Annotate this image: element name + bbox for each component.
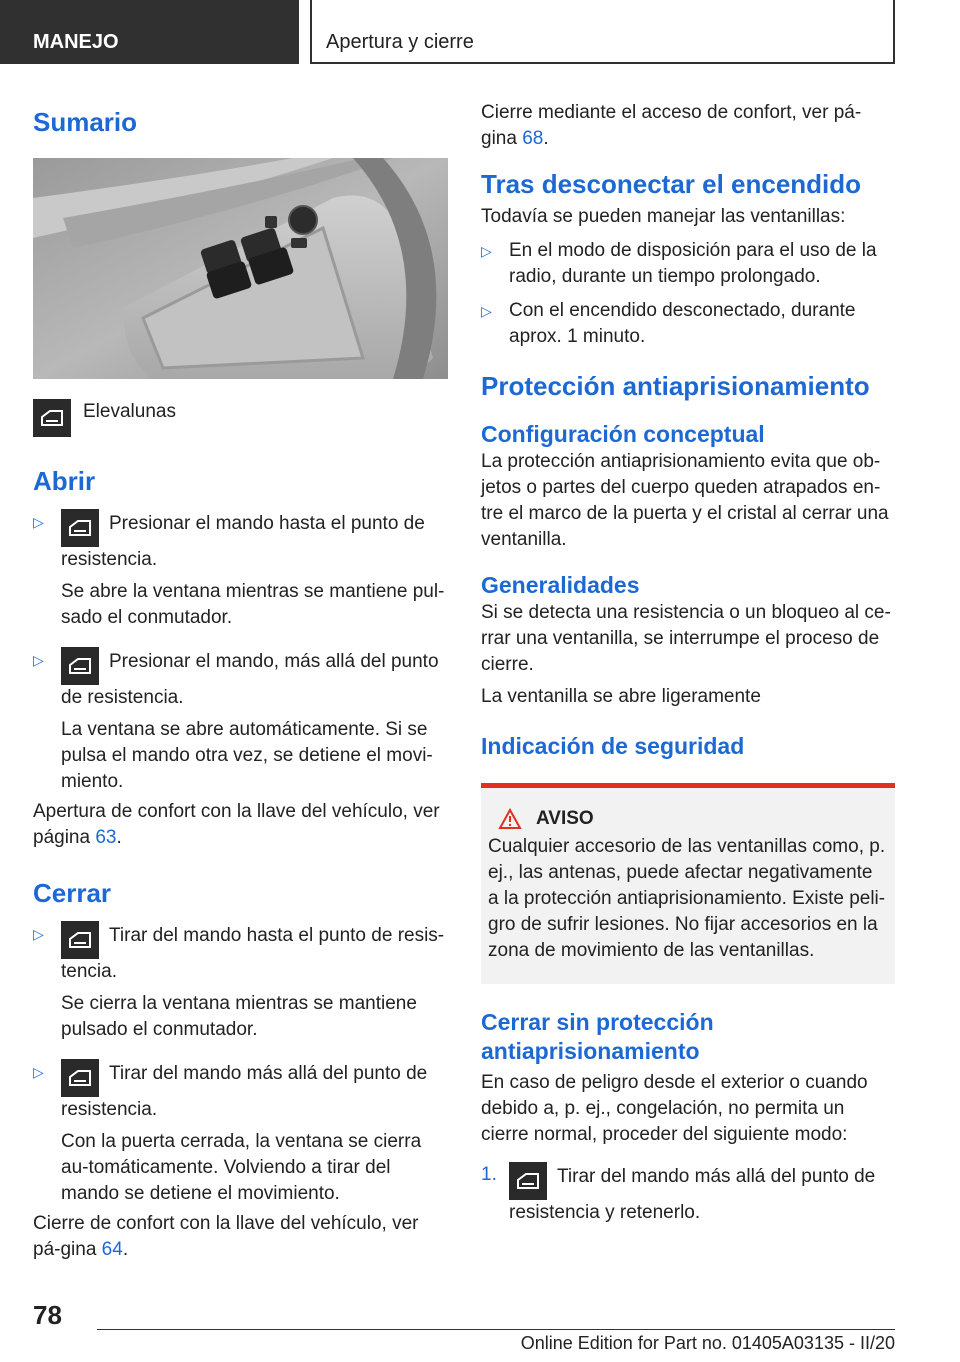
- page-link-68[interactable]: 68: [522, 128, 544, 149]
- bullet-arrow-icon: ▷: [33, 514, 44, 530]
- list-item: [33, 1059, 448, 1207]
- cerrar-item1-sub: Se cierra la ventana mientras se mantiene pulsado el conmutador.: [61, 993, 417, 1040]
- footer-divider: [97, 1329, 895, 1330]
- window-lift-icon: [33, 399, 71, 437]
- cerrar-sin-proteccion-text: En caso de peligro desde el exterior o cuando debido a, p. ej., congelación, no permita un cierre normal, proceder del siguiente modo:: [481, 1072, 868, 1145]
- footer-edition: Online Edition for Part no. 01405A03135 - II/20: [520, 1333, 895, 1353]
- abrir-item2-sub: La ventana se abre automáticamente. Si se pulsa el mando otra vez, se detiene el movi-miento.: [61, 719, 433, 792]
- cerrar-note: [33, 1211, 448, 1263]
- heading-proteccion: Protección antiaprisionamiento: [481, 371, 870, 401]
- window-switch-photo: [33, 158, 448, 379]
- page-number: 78: [33, 1300, 62, 1330]
- list-item: [33, 647, 448, 795]
- heading-generalidades: Generalidades: [481, 572, 640, 598]
- abrir-item1-text: Presionar el mando hasta el punto de resistencia.: [61, 513, 425, 570]
- step-number: 1.: [481, 1164, 497, 1185]
- window-lift-icon: [61, 921, 99, 959]
- heading-configuracion: Configuración conceptual: [481, 421, 765, 447]
- step1-text: Tirar del mando más allá del punto de resistencia y retenerlo.: [509, 1166, 876, 1223]
- cerrar-item1-text: Tirar del mando hasta el punto de resis-tencia.: [61, 925, 445, 982]
- bullet-arrow-icon: ▷: [33, 652, 44, 668]
- page-link-63[interactable]: 63: [95, 827, 117, 848]
- cerrar-note-text: Cierre de confort con la llave del vehículo, ver pá-gina: [33, 1213, 419, 1260]
- tras-text: Todavía se pueden manejar las ventanillas:: [481, 206, 846, 227]
- bullet-arrow-icon: ▷: [481, 303, 492, 319]
- warning-title: AVISO: [536, 808, 594, 829]
- heading-tras-desconectar: Tras desconectar el encendido: [481, 169, 862, 199]
- generalidades-text-2: La ventanilla se abre ligeramente: [481, 686, 761, 707]
- configuracion-text: La protección antiaprisionamiento evita que ob-jetos o partes del cuerpo queden atrapados en-tre el marco de la puerta y el cristal al cerrar una ventanilla.: [481, 451, 889, 550]
- window-lift-icon: [61, 647, 99, 685]
- intro-note: [481, 100, 895, 152]
- heading-cerrar: Cerrar: [33, 878, 112, 908]
- bullet-arrow-icon: ▷: [33, 926, 44, 942]
- abrir-note-text: Apertura de confort con la llave del vehículo, ver página: [33, 801, 440, 848]
- warning-triangle-icon: [498, 808, 522, 830]
- list-item: [33, 509, 448, 631]
- intro-text: Cierre mediante el acceso de confort, ver pá-gina: [481, 102, 862, 149]
- abrir-item2-text: Presionar el mando, más allá del punto de resistencia.: [61, 651, 439, 708]
- header-section: MANEJO: [0, 0, 299, 64]
- abrir-note: [33, 799, 448, 851]
- list-item: [481, 238, 895, 290]
- warning-box: [481, 783, 895, 984]
- window-lift-icon: [61, 509, 99, 547]
- right-column: [481, 100, 895, 1226]
- window-lift-icon: [509, 1162, 547, 1200]
- left-column: [33, 96, 448, 1263]
- cerrar-item2-sub: Con la puerta cerrada, la ventana se cierra au-tomáticamente. Volviendo a tirar del mando se detiene el movimiento.: [61, 1131, 422, 1204]
- tras-item2: Con el encendido desconectado, durante aprox. 1 minuto.: [509, 300, 856, 347]
- cerrar-note-suffix: .: [122, 1239, 129, 1260]
- intro-suffix: .: [543, 128, 549, 149]
- abrir-note-suffix: .: [116, 827, 122, 848]
- warning-text: Cualquier accesorio de las ventanillas como, p. ej., las antenas, puede afectar negativamente a la protección antiaprisionamiento. Existe peli-gro de sufrir lesiones. No fijar accesorios en la zona de movimiento de las ventanillas.: [488, 836, 886, 961]
- heading-abrir: Abrir: [33, 466, 96, 496]
- bullet-arrow-icon: ▷: [481, 243, 492, 259]
- window-lift-icon: [61, 1059, 99, 1097]
- list-item: [481, 298, 895, 350]
- cerrar-item2-text: Tirar del mando más allá del punto de resistencia.: [61, 1063, 428, 1120]
- list-item: [33, 921, 448, 1043]
- header-title: Apertura y cierre: [310, 0, 895, 64]
- abrir-item1-sub: Se abre la ventana mientras se mantiene pul-sado el conmutador.: [61, 581, 445, 628]
- page-link-64[interactable]: 64: [101, 1239, 123, 1260]
- list-item: [481, 1162, 895, 1226]
- bullet-arrow-icon: ▷: [33, 1064, 44, 1080]
- heading-indicacion-seguridad: Indicación de seguridad: [481, 733, 745, 759]
- heading-sumario: Sumario: [33, 107, 138, 137]
- heading-cerrar-sin-proteccion: Cerrar sin protección antiaprisionamiento: [481, 1009, 714, 1064]
- label-elevalunas: Elevalunas: [83, 401, 176, 422]
- generalidades-text-1: Si se detecta una resistencia o un bloqueo al ce-rrar una ventanilla, se interrumpe el proceso de cierre.: [481, 602, 891, 675]
- tras-item1: En el modo de disposición para el uso de la radio, durante un tiempo prolongado.: [509, 240, 877, 287]
